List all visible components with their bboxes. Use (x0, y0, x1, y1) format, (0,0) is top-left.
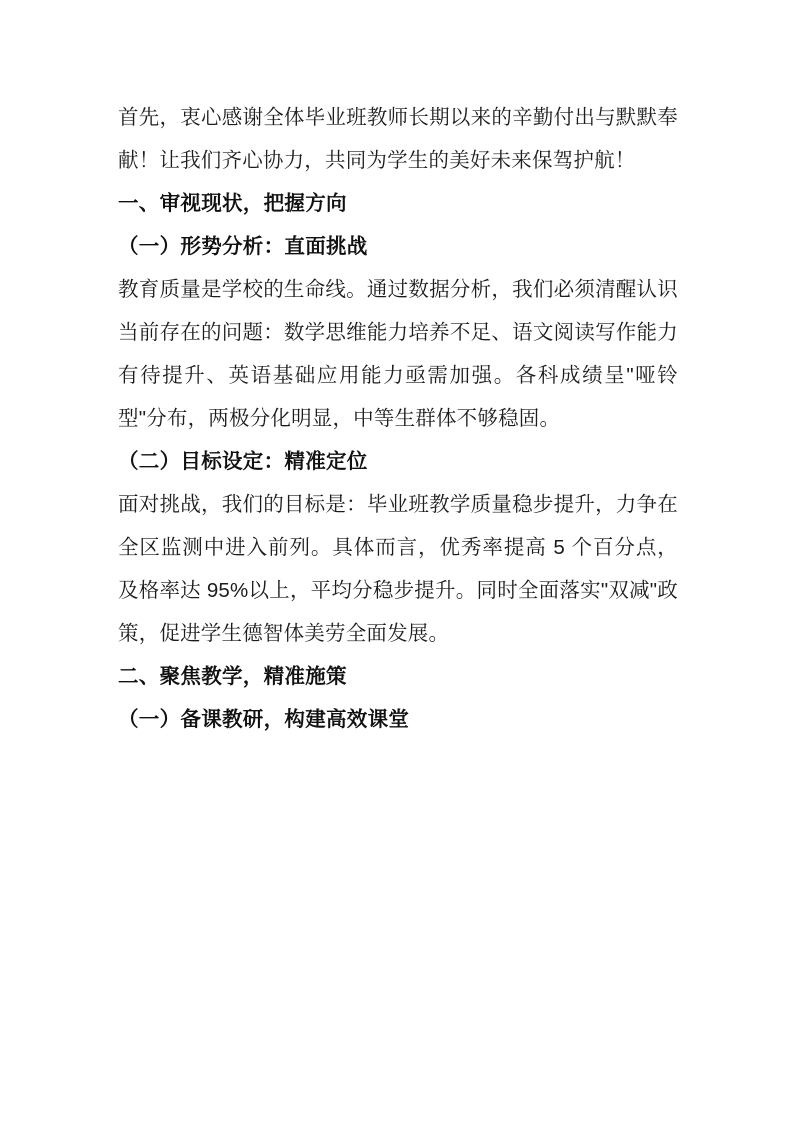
subheading-lesson-prep: （一）备课教研，构建高效课堂 (118, 708, 410, 731)
document-body (118, 96, 678, 741)
heading-section-two: 二、聚焦教学，精准施策 (118, 665, 347, 688)
subheading-goal-setting: （二）目标设定：精准定位 (118, 450, 368, 473)
paragraph-thanks: 首先，衷心感谢全体毕业班教师长期以来的辛勤付出与默默奉献！让我们齐心协力，共同为学生的美好未来保驾护航！ (118, 106, 678, 172)
paragraph-situation-analysis: 教育质量是学校的生命线。通过数据分析，我们必须清醒认识当前存在的问题：数学思维能力培养不足、语文阅读写作能力有待提升、英语基础应用能力亟需加强。各科成绩呈"哑铃型"分布，两极分化明显，中等生群体不够稳固。 (118, 278, 678, 430)
subheading-situation-analysis: （一）形势分析：直面挑战 (118, 235, 368, 258)
paragraph-goal-setting: 面对挑战，我们的目标是：毕业班教学质量稳步提升，力争在全区监测中进入前列。具体而言，优秀率提高 5 个百分点，及格率达 95%以上，平均分稳步提升。同时全面落实"双减"政策，促进学生德智体美劳全面发展。 (118, 493, 678, 645)
heading-section-one: 一、审视现状，把握方向 (118, 192, 347, 215)
